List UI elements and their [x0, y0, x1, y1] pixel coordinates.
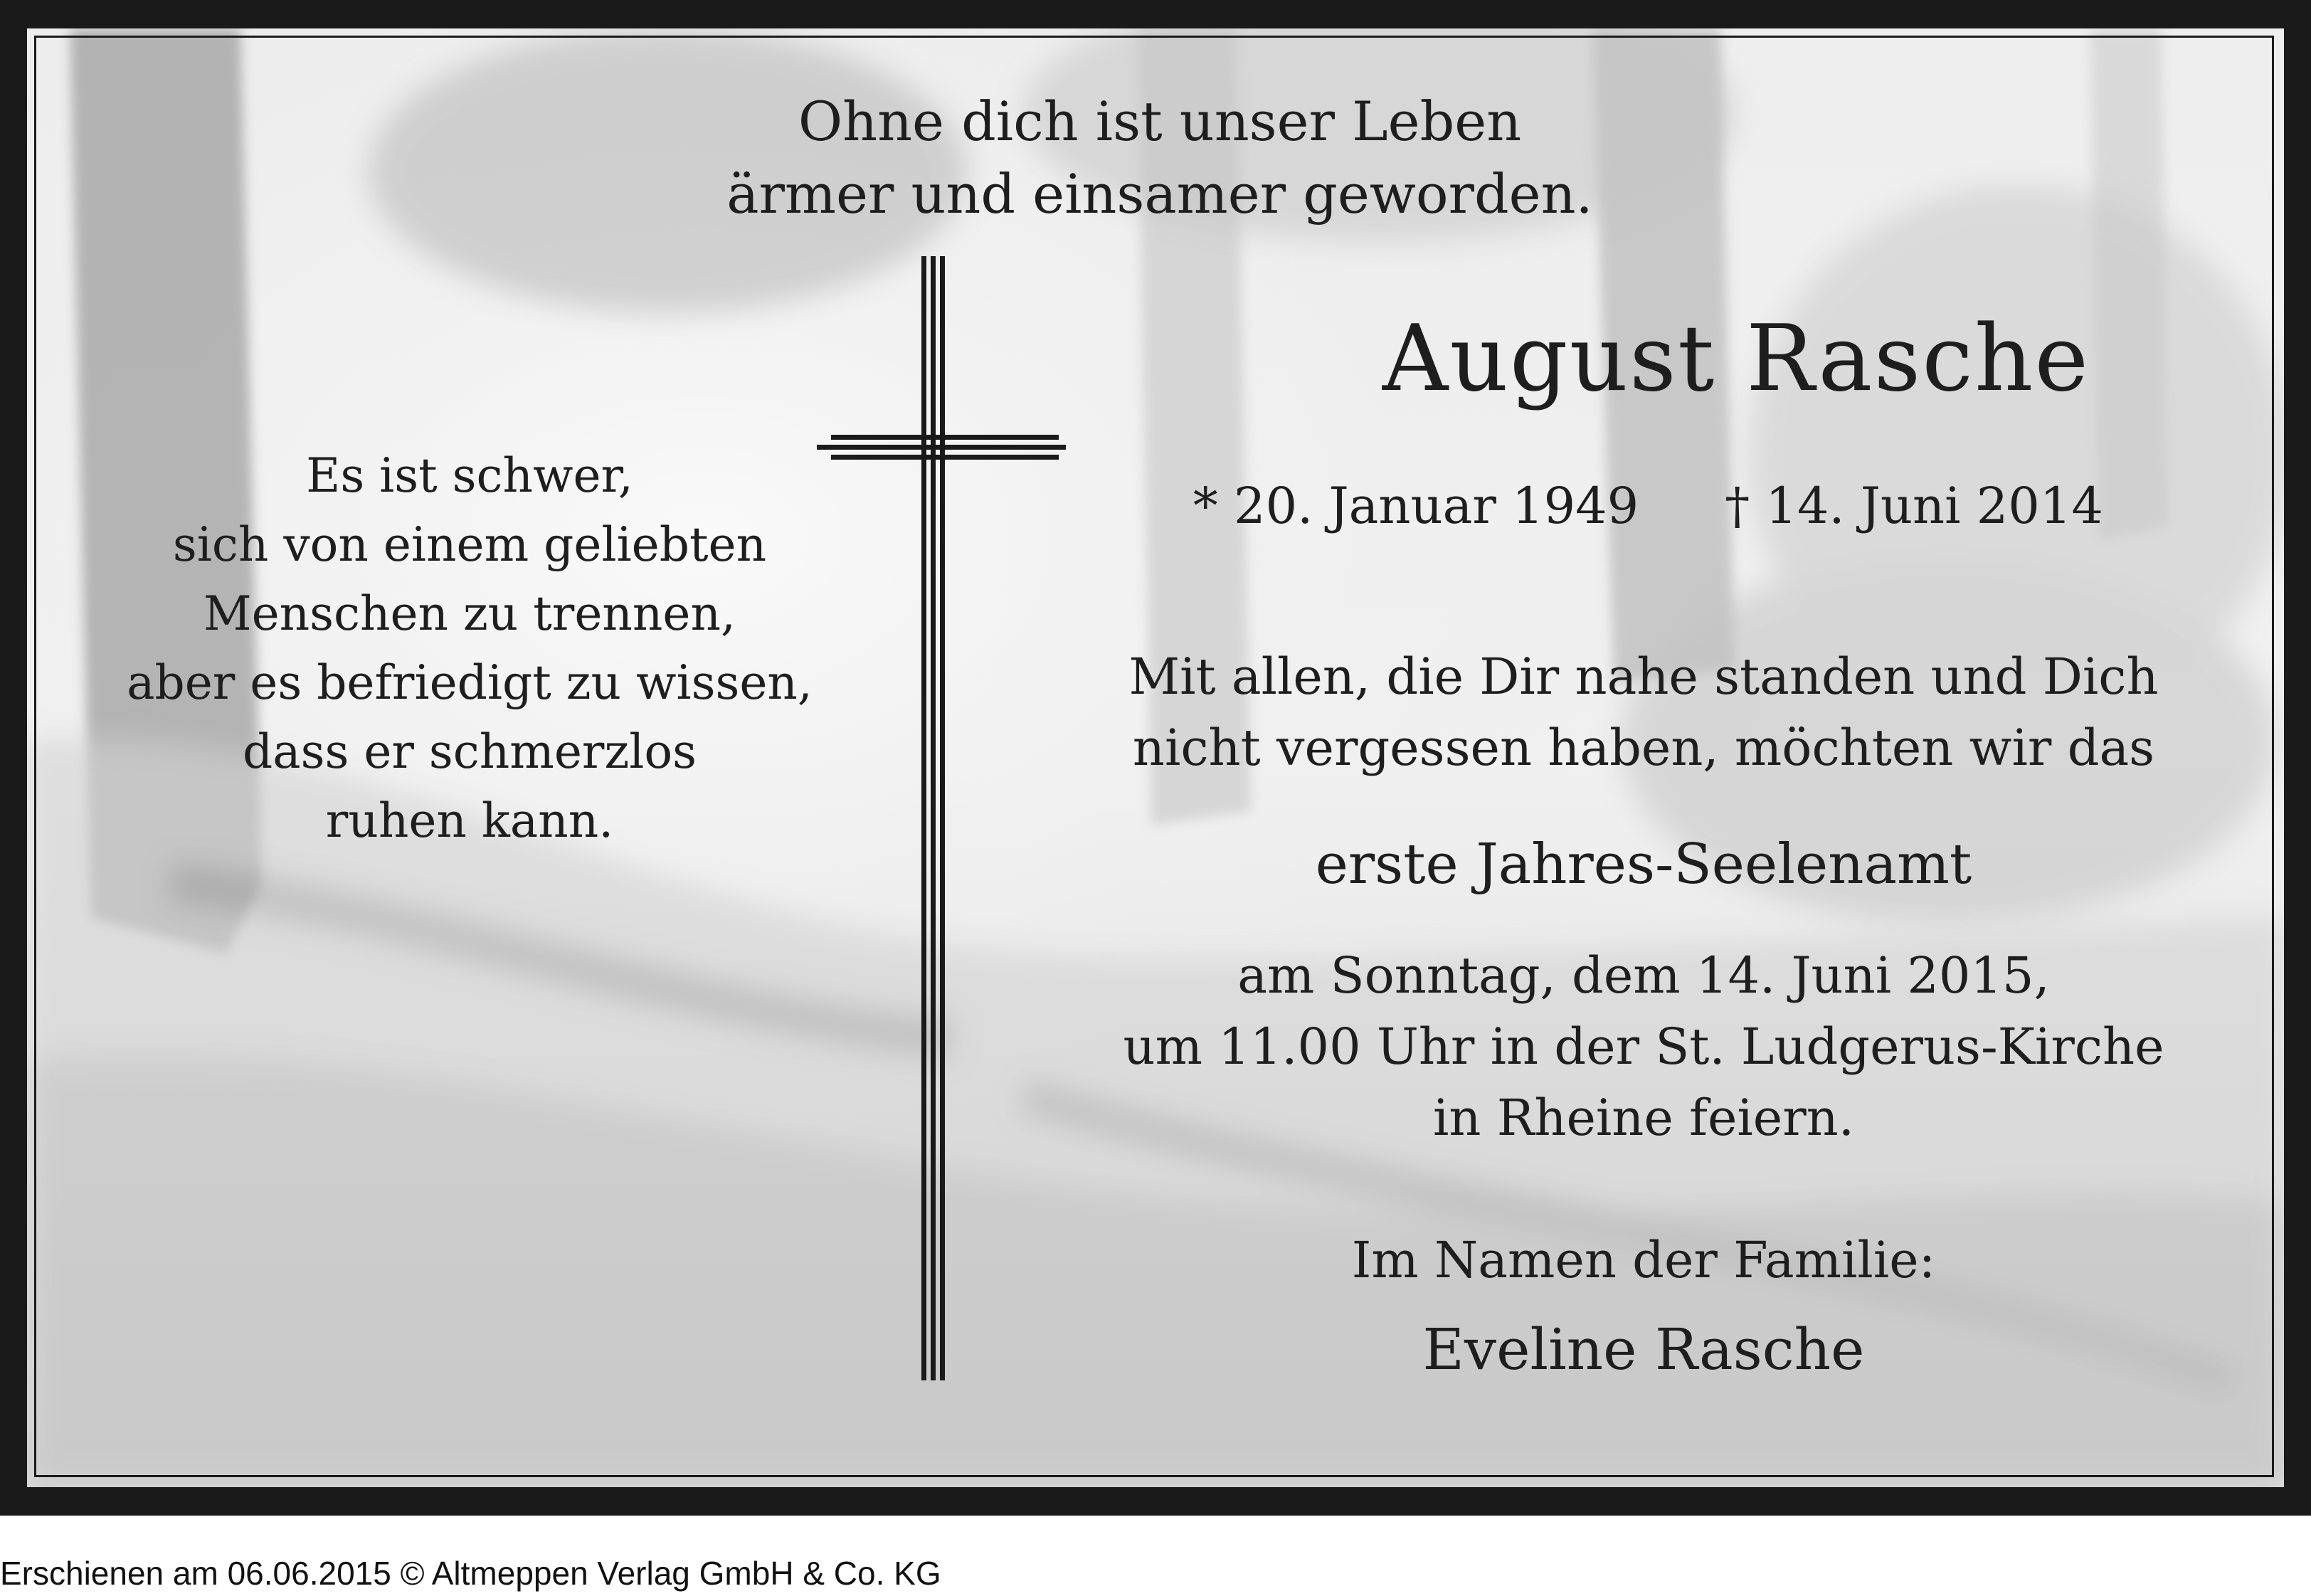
poem-line: Menschen zu trennen,: [203, 586, 736, 641]
poem-line: dass er schmerzlos: [243, 724, 697, 779]
death-date: † 14. Juni 2014: [1725, 477, 2103, 535]
service-place-line-1: um 11.00 Uhr in der St. Ludgerus-Kirche: [1123, 1018, 2164, 1076]
announcement-intro-line-1: Mit allen, die Dir nahe standen und Dich: [1128, 648, 2159, 706]
service-date: am Sonntag, dem 14. Juni 2015,: [1237, 946, 2050, 1005]
deceased-name: August Rasche: [1382, 306, 2090, 412]
family-signature: Eveline Rasche: [1422, 1316, 1865, 1383]
birth-date: * 20. Januar 1949: [1192, 477, 1639, 535]
poem-line: ruhen kann.: [325, 793, 614, 848]
poem-line: aber es befriedigt zu wissen,: [127, 655, 813, 710]
motto-line-2: ärmer und einsamer geworden.: [726, 162, 1593, 226]
service-title: erste Jahres-Seelenamt: [1315, 833, 1972, 897]
publication-footer: Erschienen am 06.06.2015 © Altmeppen Verlag GmbH & Co. KG: [0, 1555, 941, 1592]
service-place-line-2: in Rheine feiern.: [1432, 1089, 1855, 1147]
motto-line-1: Ohne dich ist unser Leben: [798, 90, 1522, 153]
poem-line: Es ist schwer,: [306, 448, 633, 503]
poem-line: sich von einem geliebten: [172, 517, 767, 572]
family-label: Im Namen der Familie:: [1351, 1231, 1936, 1289]
announcement-intro-line-2: nicht vergessen haben, möchten wir das: [1132, 719, 2155, 777]
